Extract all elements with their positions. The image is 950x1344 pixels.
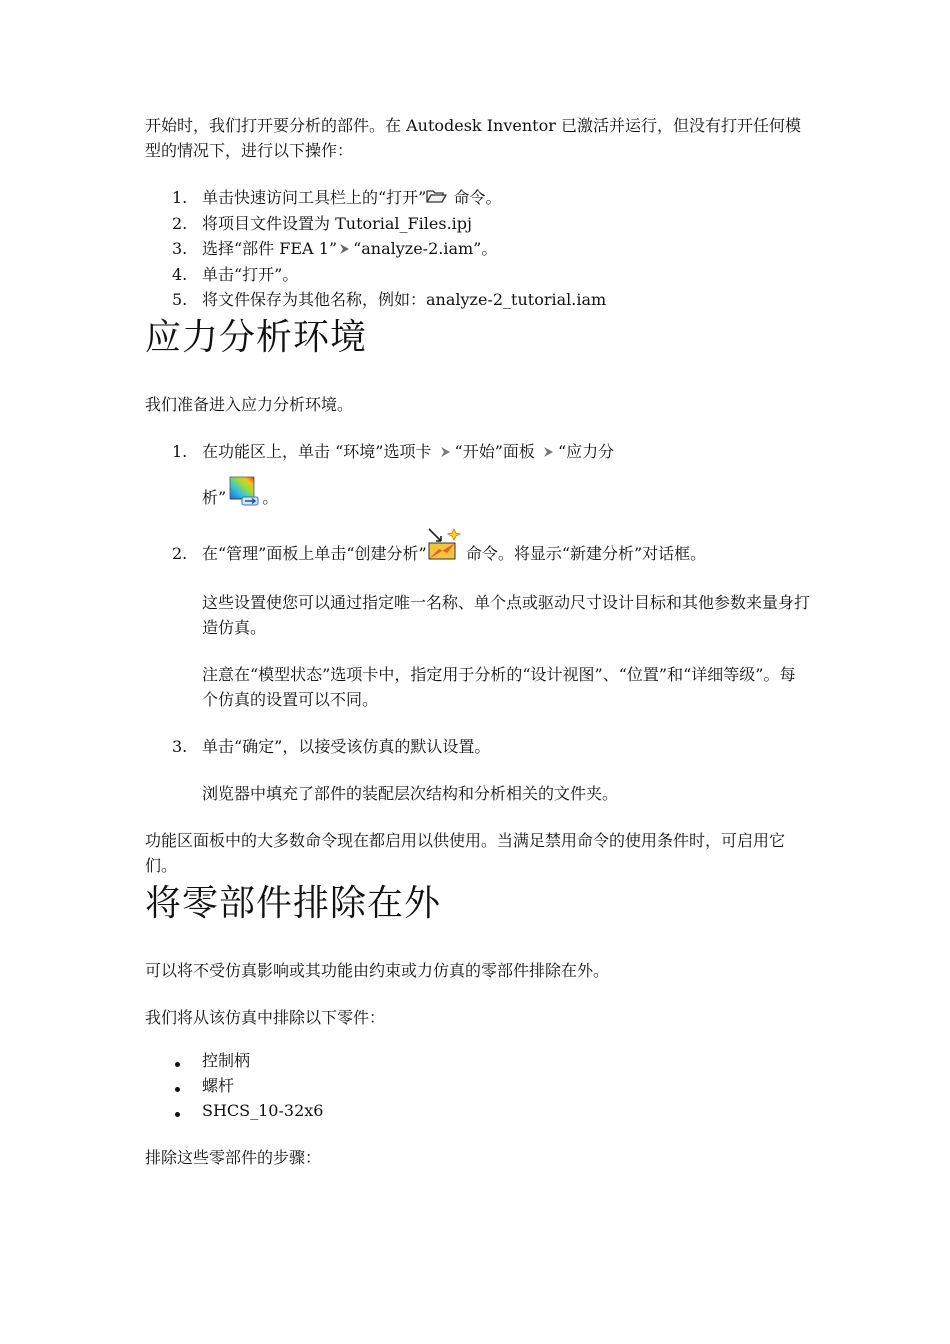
- list-item: 控制柄: [145, 1048, 810, 1073]
- section-lead: 我们准备进入应力分析环境。: [145, 395, 354, 414]
- bullet-icon: [175, 1087, 180, 1092]
- section-paragraph: 功能区面板中的大多数命令现在都启用以供使用。当满足禁用命令的使用条件时，可启用它们。: [145, 831, 786, 875]
- list-item: 螺杆: [145, 1073, 810, 1098]
- arrow-right-icon: [540, 440, 558, 465]
- bullet-icon: [175, 1112, 180, 1117]
- list-item: 3. 选择“部件 FEA 1” “analyze-2.iam”。: [145, 236, 810, 262]
- list-item: 5. 将文件保存为其他名称，例如：analyze-2_tutorial.iam: [172, 290, 607, 309]
- arrow-right-icon: [337, 237, 353, 262]
- list-item: SHCS_10-32x6: [145, 1098, 810, 1123]
- list-item: 3. 单击“确定”，以接受该仿真的默认设置。 浏览器中填充了部件的装配层次结构和分析相关的文件夹。: [145, 734, 810, 806]
- open-steps-list: [145, 185, 810, 312]
- note-paragraph: 浏览器中填充了部件的装配层次结构和分析相关的文件夹。: [202, 784, 619, 803]
- note-paragraph: 这些设置使您可以通过指定唯一名称、单个点或驱动尺寸设计目标和其他参数来量身打造仿真。: [202, 593, 811, 637]
- section-heading-exclude: 将零部件排除在外: [145, 883, 442, 924]
- list-item: 1. 单击快速访问工具栏上的“打开” 命令。: [145, 185, 810, 211]
- list-item: 4. 单击“打开”。: [172, 265, 299, 284]
- list-item: 2. 将项目文件设置为 Tutorial_Files.ipj: [172, 214, 472, 233]
- exclude-parts-list: [145, 1048, 810, 1123]
- arrow-right-icon: [437, 440, 455, 465]
- stress-analysis-icon: [226, 475, 262, 519]
- section-lead: 可以将不受仿真影响或其功能由约束或力仿真的零部件排除在外。: [145, 961, 610, 980]
- stress-steps-list: [145, 439, 810, 806]
- note-paragraph: 注意在“模型状态”选项卡中，指定用于分析的“设计视图”、“位置”和“详细等级”。每个仿真的设置可以不同。: [202, 665, 796, 709]
- list-item: 1. 在功能区上，单击 “环境”选项卡 “开始”面板 “应力分 析” 。: [145, 439, 810, 519]
- create-simulation-icon: [427, 527, 461, 568]
- section-paragraph: 我们将从该仿真中排除以下零件：: [145, 1008, 386, 1027]
- section-heading-stress-env: 应力分析环境: [145, 317, 368, 358]
- bullet-icon: [175, 1062, 180, 1067]
- section-paragraph: 排除这些零部件的步骤：: [145, 1148, 322, 1167]
- list-item: 2. 在“管理”面板上单击“创建分析” 命令。将显示“新建分析”对话框。 这些设置使您可以通过指定唯一名称、单个点或驱动尺寸设计目标和其他参数来量身打造仿真。 注意在“模型状态”选项卡中，指定用于分析的“设计视图”、“位置”和“详细等级”。每个仿真的设置可以不同。: [145, 531, 810, 712]
- document-page: [145, 113, 810, 1170]
- folder-open-icon: [426, 186, 448, 211]
- intro-paragraph: 开始时，我们打开要分析的部件。在 Autodesk Inventor 已激活并运行，但没有打开任何模型的情况下，进行以下操作：: [145, 116, 801, 160]
